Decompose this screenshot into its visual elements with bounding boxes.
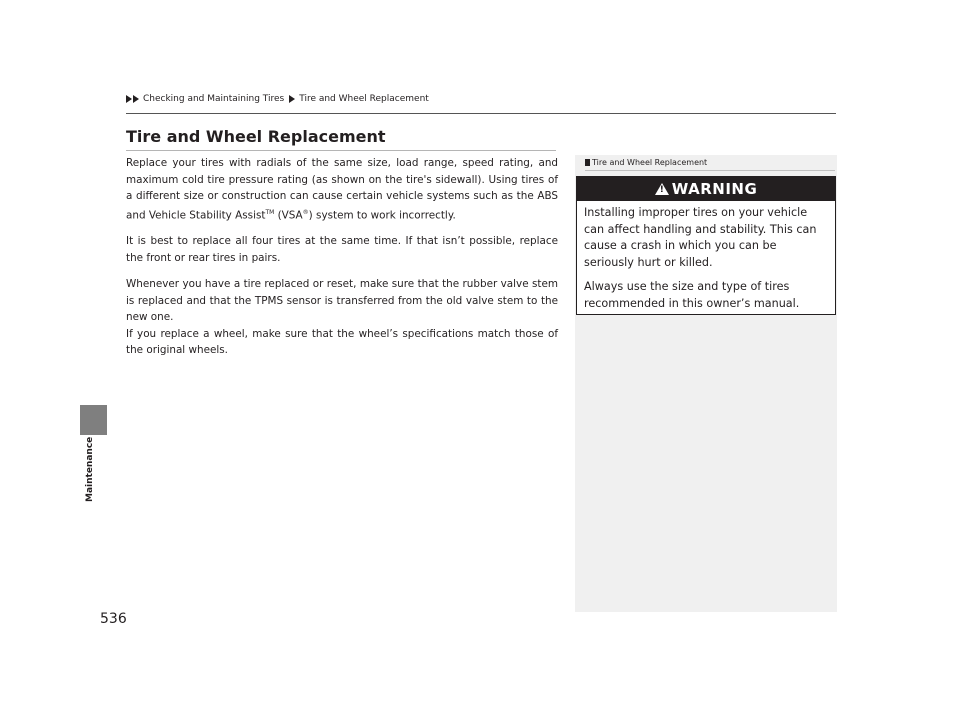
warning-triangle-icon [655, 183, 669, 195]
registered-symbol: ® [302, 208, 309, 216]
reference-icon [585, 159, 590, 166]
section-title: Tire and Wheel Replacement [126, 127, 386, 146]
warning-title: WARNING [671, 180, 758, 198]
paragraph [126, 155, 558, 223]
breadcrumb-arrow-icon [133, 95, 139, 103]
breadcrumb-arrow-icon [126, 95, 132, 103]
breadcrumb-item[interactable]: Checking and Maintaining Tires [143, 94, 285, 104]
warning-box [576, 176, 836, 315]
paragraph: If you replace a wheel, make sure that the wheel’s specifications match those of the original wheels. [126, 327, 558, 357]
sidebar-heading-text: Tire and Wheel Replacement [592, 158, 708, 167]
title-divider [126, 150, 556, 151]
breadcrumb-arrow-icon [289, 95, 295, 103]
warning-text: Always use the size and type of tires recommended in this owner’s manual. [584, 280, 800, 310]
chapter-tab[interactable] [80, 405, 107, 435]
paragraph-text: (VSA [274, 208, 303, 221]
paragraph-text: ) system to work incorrectly. [308, 208, 456, 221]
header-divider [126, 113, 836, 114]
warning-header [577, 177, 835, 201]
sidebar-divider [585, 170, 835, 171]
section-body [126, 155, 558, 369]
warning-body [577, 201, 835, 312]
page-number: 536 [100, 611, 127, 627]
breadcrumb [126, 94, 431, 104]
paragraph: Whenever you have a tire replaced or reset, make sure that the rubber valve stem is replaced and that the TPMS sensor is transferred from the old valve stem to the new one. [126, 278, 558, 324]
breadcrumb-item[interactable]: Tire and Wheel Replacement [299, 94, 429, 104]
warning-text: Installing improper tires on your vehicle can affect handling and stability. This can cause a crash in which you can be seriously hurt or killed. [584, 206, 817, 269]
trademark-symbol: TM [265, 208, 275, 216]
chapter-tab-label: Maintenance [85, 436, 95, 502]
paragraph-text: Replace your tires with radials of the same size, load range, speed rating, and maximum cold tire pressure rating (as shown on the tire's sidewall). Using tires of a different size or construction can cause certain vehicle systems such as the ABS and Vehicle Stability Assist [126, 157, 558, 221]
sidebar-heading [585, 158, 707, 167]
paragraph: It is best to replace all four tires at the same time. If that isn’t possible, replace the front or rear tires in pairs. [126, 235, 558, 264]
